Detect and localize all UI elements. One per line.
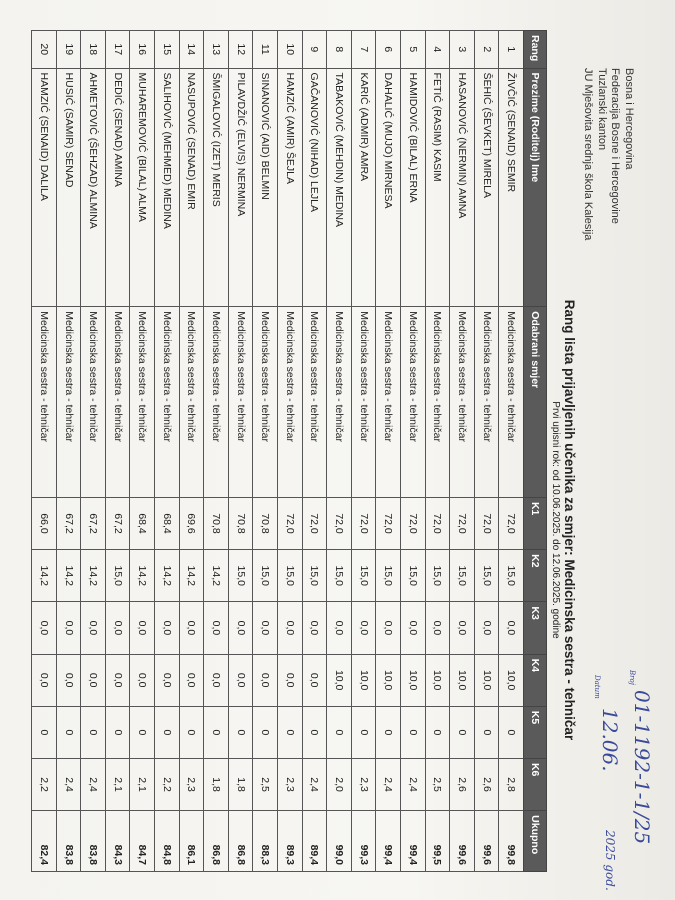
cell-k3: 0,0 (425, 602, 450, 654)
cell-k6: 2,4 (376, 758, 401, 810)
cell-k3: 0,0 (474, 602, 499, 654)
cell-k3: 0,0 (130, 602, 155, 654)
cell-k2: 15,0 (302, 550, 327, 602)
cell-rang: 6 (376, 31, 401, 69)
cell-k3: 0,0 (253, 602, 278, 654)
cell-k5: 0 (204, 706, 229, 758)
cell-ukupno: 83,8 (56, 811, 81, 872)
stamp-broj-value: 01-1192-1-1/25 (630, 690, 654, 845)
cell-k5: 0 (450, 706, 475, 758)
cell-smjer: Medicinska sestra - tehničar (302, 307, 327, 498)
cell-smjer: Medicinska sestra - tehničar (376, 307, 401, 498)
cell-k5: 0 (302, 706, 327, 758)
table-row (450, 31, 475, 872)
cell-smjer: Medicinska sestra - tehničar (253, 307, 278, 498)
col-header-rang: Rang (524, 31, 547, 69)
cell-rang: 13 (204, 31, 229, 69)
cell-k2: 14,2 (56, 550, 81, 602)
cell-smjer: Medicinska sestra - tehničar (278, 307, 303, 498)
table-row (253, 31, 278, 872)
table-row (179, 31, 204, 872)
cell-k1: 70,8 (253, 497, 278, 549)
cell-k6: 2,6 (450, 758, 475, 810)
cell-ukupno: 88,3 (253, 811, 278, 872)
cell-smjer: Medicinska sestra - tehničar (499, 307, 524, 498)
table-row (327, 31, 352, 872)
cell-smjer: Medicinska sestra - tehničar (179, 307, 204, 498)
col-header-k3: K3 (524, 602, 547, 654)
header-school: JU Mješovita srednja škola Kalesija (582, 68, 595, 241)
cell-k2: 15,0 (327, 550, 352, 602)
cell-ime: SINANOVIĆ (AID) BELMIN (253, 68, 278, 307)
cell-ime: MUHAREMOVIĆ (BILAL) ALMA (130, 68, 155, 307)
cell-k5: 0 (32, 706, 57, 758)
col-header-k4: K4 (524, 654, 547, 706)
cell-smjer: Medicinska sestra - tehničar (81, 307, 106, 498)
cell-ime: DAHALIĆ (MUJO) MIRNESA (376, 68, 401, 307)
cell-k3: 0,0 (204, 602, 229, 654)
cell-smjer: Medicinska sestra - tehničar (401, 307, 426, 498)
col-header-k6: K6 (524, 758, 547, 810)
cell-smjer: Medicinska sestra - tehničar (155, 307, 180, 498)
cell-k4: 0,0 (253, 654, 278, 706)
cell-k3: 0,0 (327, 602, 352, 654)
cell-k3: 0,0 (56, 602, 81, 654)
cell-k4: 0,0 (179, 654, 204, 706)
cell-k6: 2,4 (401, 758, 426, 810)
cell-k4: 0,0 (278, 654, 303, 706)
table-row (425, 31, 450, 872)
cell-ime: NASUPOVIĆ (SENAD) EMIR (179, 68, 204, 307)
cell-k4: 0,0 (105, 654, 130, 706)
cell-k5: 0 (56, 706, 81, 758)
ranking-table (31, 30, 547, 872)
cell-ukupno: 86,8 (228, 811, 253, 872)
cell-k1: 72,0 (278, 497, 303, 549)
cell-k4: 10,0 (499, 654, 524, 706)
cell-k3: 0,0 (155, 602, 180, 654)
table-row (56, 31, 81, 872)
cell-k5: 0 (278, 706, 303, 758)
cell-k1: 72,0 (499, 497, 524, 549)
cell-k6: 2,6 (474, 758, 499, 810)
table-row (278, 31, 303, 872)
cell-ukupno: 99,4 (401, 811, 426, 872)
cell-ime: PILAVDŽIĆ (ELVIS) NERMINA (228, 68, 253, 307)
col-header-k2: K2 (524, 550, 547, 602)
cell-k6: 2,3 (351, 758, 376, 810)
cell-k3: 0,0 (32, 602, 57, 654)
title-block (550, 200, 577, 840)
cell-k5: 0 (499, 706, 524, 758)
cell-k5: 0 (327, 706, 352, 758)
cell-k5: 0 (228, 706, 253, 758)
cell-smjer: Medicinska sestra - tehničar (228, 307, 253, 498)
cell-ime: HUSIĆ (SAMIR) SENAD (56, 68, 81, 307)
cell-rang: 5 (401, 31, 426, 69)
cell-k2: 15,0 (228, 550, 253, 602)
cell-k4: 10,0 (327, 654, 352, 706)
cell-rang: 3 (450, 31, 475, 69)
cell-k2: 14,2 (179, 550, 204, 602)
cell-ime: AHMETOVIĆ (ŠEHZAD) ALMINA (81, 68, 106, 307)
header-canton: Tuzlanski kanton (596, 68, 608, 151)
cell-rang: 1 (499, 31, 524, 69)
cell-ime: HAMZIĆ (SENAID) DALILA (32, 68, 57, 307)
cell-ime: TABAKOVIĆ (MEHDIN) MEDINA (327, 68, 352, 307)
table-row (302, 31, 327, 872)
cell-k6: 1,8 (204, 758, 229, 810)
cell-k3: 0,0 (228, 602, 253, 654)
cell-ime: HAMZIĆ (AMIR) ŠEJLA (278, 68, 303, 307)
cell-k4: 0,0 (130, 654, 155, 706)
cell-smjer: Medicinska sestra - tehničar (105, 307, 130, 498)
cell-ukupno: 86,8 (204, 811, 229, 872)
cell-k1: 72,0 (302, 497, 327, 549)
cell-k5: 0 (155, 706, 180, 758)
cell-k1: 72,0 (351, 497, 376, 549)
cell-smjer: Medicinska sestra - tehničar (204, 307, 229, 498)
cell-k1: 68,4 (130, 497, 155, 549)
cell-k6: 2,2 (155, 758, 180, 810)
cell-smjer: Medicinska sestra - tehničar (351, 307, 376, 498)
cell-ime: FETIĆ (RASIM) KASIM (425, 68, 450, 307)
table-row (81, 31, 106, 872)
cell-k5: 0 (179, 706, 204, 758)
col-header-k5: K5 (524, 706, 547, 758)
cell-rang: 11 (253, 31, 278, 69)
cell-k5: 0 (351, 706, 376, 758)
cell-k2: 15,0 (425, 550, 450, 602)
cell-k6: 1,8 (228, 758, 253, 810)
stamp-god-value: 2025 god. (603, 830, 617, 891)
cell-k3: 0,0 (401, 602, 426, 654)
cell-rang: 17 (105, 31, 130, 69)
cell-k4: 0,0 (228, 654, 253, 706)
cell-rang: 7 (351, 31, 376, 69)
cell-rang: 14 (179, 31, 204, 69)
cell-k1: 68,4 (155, 497, 180, 549)
cell-rang: 9 (302, 31, 327, 69)
cell-k1: 72,0 (327, 497, 352, 549)
cell-k4: 0,0 (81, 654, 106, 706)
header-federation: Federacija Bosne i Hercegovine (609, 68, 622, 224)
cell-k6: 2,3 (179, 758, 204, 810)
cell-rang: 2 (474, 31, 499, 69)
table-body (32, 31, 524, 872)
cell-k5: 0 (474, 706, 499, 758)
cell-ukupno: 82,4 (32, 811, 57, 872)
cell-k6: 2,3 (278, 758, 303, 810)
table-header-row (524, 31, 547, 872)
cell-k4: 10,0 (474, 654, 499, 706)
cell-smjer: Medicinska sestra - tehničar (56, 307, 81, 498)
cell-ukupno: 99,3 (351, 811, 376, 872)
table-row (228, 31, 253, 872)
cell-k6: 2,4 (81, 758, 106, 810)
table-row (204, 31, 229, 872)
cell-k2: 15,0 (450, 550, 475, 602)
cell-ime: KARIĆ (ADMIR) AMRA (351, 68, 376, 307)
cell-ukupno: 99,6 (474, 811, 499, 872)
cell-k4: 10,0 (401, 654, 426, 706)
document-subtitle: Prvi upisni rok: od 10.06.2025. do 12.06.2025. godine (550, 401, 561, 639)
cell-smjer: Medicinska sestra - tehničar (32, 307, 57, 498)
cell-k3: 0,0 (450, 602, 475, 654)
cell-k2: 14,2 (204, 550, 229, 602)
cell-k1: 72,0 (376, 497, 401, 549)
cell-rang: 19 (56, 31, 81, 69)
table-row (499, 31, 524, 872)
cell-k1: 72,0 (425, 497, 450, 549)
cell-smjer: Medicinska sestra - tehničar (450, 307, 475, 498)
cell-k5: 0 (81, 706, 106, 758)
cell-ime: ŽIVČIĆ (SENAID) SEMIR (499, 68, 524, 307)
cell-ukupno: 89,3 (278, 811, 303, 872)
cell-rang: 18 (81, 31, 106, 69)
cell-k2: 15,0 (351, 550, 376, 602)
cell-k5: 0 (425, 706, 450, 758)
cell-ukupno: 84,3 (105, 811, 130, 872)
cell-ime: ŠMIGALOVIĆ (IZET) MERIS (204, 68, 229, 307)
cell-k1: 67,2 (81, 497, 106, 549)
cell-k4: 10,0 (351, 654, 376, 706)
cell-k4: 0,0 (204, 654, 229, 706)
official-stamp (585, 630, 655, 891)
cell-k2: 15,0 (278, 550, 303, 602)
cell-ukupno: 99,5 (425, 811, 450, 872)
cell-k2: 14,2 (130, 550, 155, 602)
cell-k3: 0,0 (351, 602, 376, 654)
cell-k6: 2,2 (32, 758, 57, 810)
stamp-broj-label: Broj (628, 670, 636, 685)
cell-ukupno: 84,8 (155, 811, 180, 872)
cell-k6: 2,1 (130, 758, 155, 810)
cell-k2: 15,0 (474, 550, 499, 602)
cell-ime: ŠEHIĆ (ŠEVKET) MIRELA (474, 68, 499, 307)
table-row (32, 31, 57, 872)
table-row (474, 31, 499, 872)
cell-k3: 0,0 (179, 602, 204, 654)
table-row (376, 31, 401, 872)
cell-k1: 72,0 (401, 497, 426, 549)
cell-k2: 15,0 (376, 550, 401, 602)
cell-rang: 4 (425, 31, 450, 69)
cell-k6: 2,1 (105, 758, 130, 810)
cell-k3: 0,0 (278, 602, 303, 654)
cell-k3: 0,0 (105, 602, 130, 654)
cell-smjer: Medicinska sestra - tehničar (327, 307, 352, 498)
stamp-datum-label: Datum (593, 675, 601, 699)
cell-k1: 72,0 (474, 497, 499, 549)
cell-k1: 69,6 (179, 497, 204, 549)
col-header-ukupno: Ukupno (524, 811, 547, 872)
cell-k1: 70,8 (204, 497, 229, 549)
cell-k3: 0,0 (499, 602, 524, 654)
cell-ime: HAMIDOVIĆ (BILAL) ERNA (401, 68, 426, 307)
table-row (155, 31, 180, 872)
cell-ime: DEDIĆ (SENAD) AMINA (105, 68, 130, 307)
cell-k4: 0,0 (302, 654, 327, 706)
cell-k4: 10,0 (450, 654, 475, 706)
cell-k6: 2,4 (56, 758, 81, 810)
cell-k6: 2,0 (327, 758, 352, 810)
cell-k4: 0,0 (32, 654, 57, 706)
table-row (351, 31, 376, 872)
cell-k4: 0,0 (155, 654, 180, 706)
col-header-smjer: Odabrani smjer (524, 307, 547, 498)
col-header-ime: Prezime (Roditelj) Ime (524, 68, 547, 307)
cell-ukupno: 86,1 (179, 811, 204, 872)
document-header (581, 68, 635, 240)
cell-ukupno: 89,4 (302, 811, 327, 872)
cell-k1: 67,2 (105, 497, 130, 549)
stamp-datum-value: 12.06. (598, 708, 622, 772)
cell-rang: 20 (32, 31, 57, 69)
cell-ukupno: 99,6 (450, 811, 475, 872)
table-row (130, 31, 155, 872)
cell-k5: 0 (376, 706, 401, 758)
cell-k6: 2,4 (302, 758, 327, 810)
cell-ukupno: 99,0 (327, 811, 352, 872)
cell-k2: 15,0 (401, 550, 426, 602)
cell-k1: 67,2 (56, 497, 81, 549)
cell-ukupno: 99,8 (499, 811, 524, 872)
cell-smjer: Medicinska sestra - tehničar (474, 307, 499, 498)
cell-k6: 2,5 (253, 758, 278, 810)
cell-ime: GAČANOVIĆ (NIHAD) LEJLA (302, 68, 327, 307)
cell-ime: HASANOVIĆ (NERMIN) AMNA (450, 68, 475, 307)
cell-k3: 0,0 (302, 602, 327, 654)
cell-k2: 15,0 (253, 550, 278, 602)
cell-k3: 0,0 (376, 602, 401, 654)
cell-k1: 72,0 (450, 497, 475, 549)
cell-ukupno: 99,4 (376, 811, 401, 872)
cell-smjer: Medicinska sestra - tehničar (130, 307, 155, 498)
cell-rang: 8 (327, 31, 352, 69)
cell-k2: 14,2 (32, 550, 57, 602)
table-row (401, 31, 426, 872)
cell-k6: 2,5 (425, 758, 450, 810)
cell-k3: 0,0 (81, 602, 106, 654)
cell-rang: 16 (130, 31, 155, 69)
cell-rang: 12 (228, 31, 253, 69)
cell-k1: 70,8 (228, 497, 253, 549)
cell-k4: 0,0 (56, 654, 81, 706)
cell-k5: 0 (130, 706, 155, 758)
col-header-k1: K1 (524, 497, 547, 549)
cell-k5: 0 (401, 706, 426, 758)
table-row (105, 31, 130, 872)
cell-k4: 10,0 (376, 654, 401, 706)
cell-k4: 10,0 (425, 654, 450, 706)
cell-k6: 2,8 (499, 758, 524, 810)
cell-k5: 0 (105, 706, 130, 758)
cell-k5: 0 (253, 706, 278, 758)
cell-rang: 10 (278, 31, 303, 69)
cell-k2: 15,0 (105, 550, 130, 602)
cell-k1: 66,0 (32, 497, 57, 549)
cell-k2: 15,0 (499, 550, 524, 602)
cell-ime: SALIHOVIĆ (MEHMED) MEDINA (155, 68, 180, 307)
cell-smjer: Medicinska sestra - tehničar (425, 307, 450, 498)
document-title: Rang lista prijavljenih učenika za smjer: Medicinska sestra - tehničar (562, 299, 577, 741)
cell-ukupno: 83,8 (81, 811, 106, 872)
cell-ukupno: 84,7 (130, 811, 155, 872)
cell-k2: 14,2 (155, 550, 180, 602)
cell-rang: 15 (155, 31, 180, 69)
cell-k2: 14,2 (81, 550, 106, 602)
header-country: Bosna i Hercegovina (623, 68, 635, 170)
